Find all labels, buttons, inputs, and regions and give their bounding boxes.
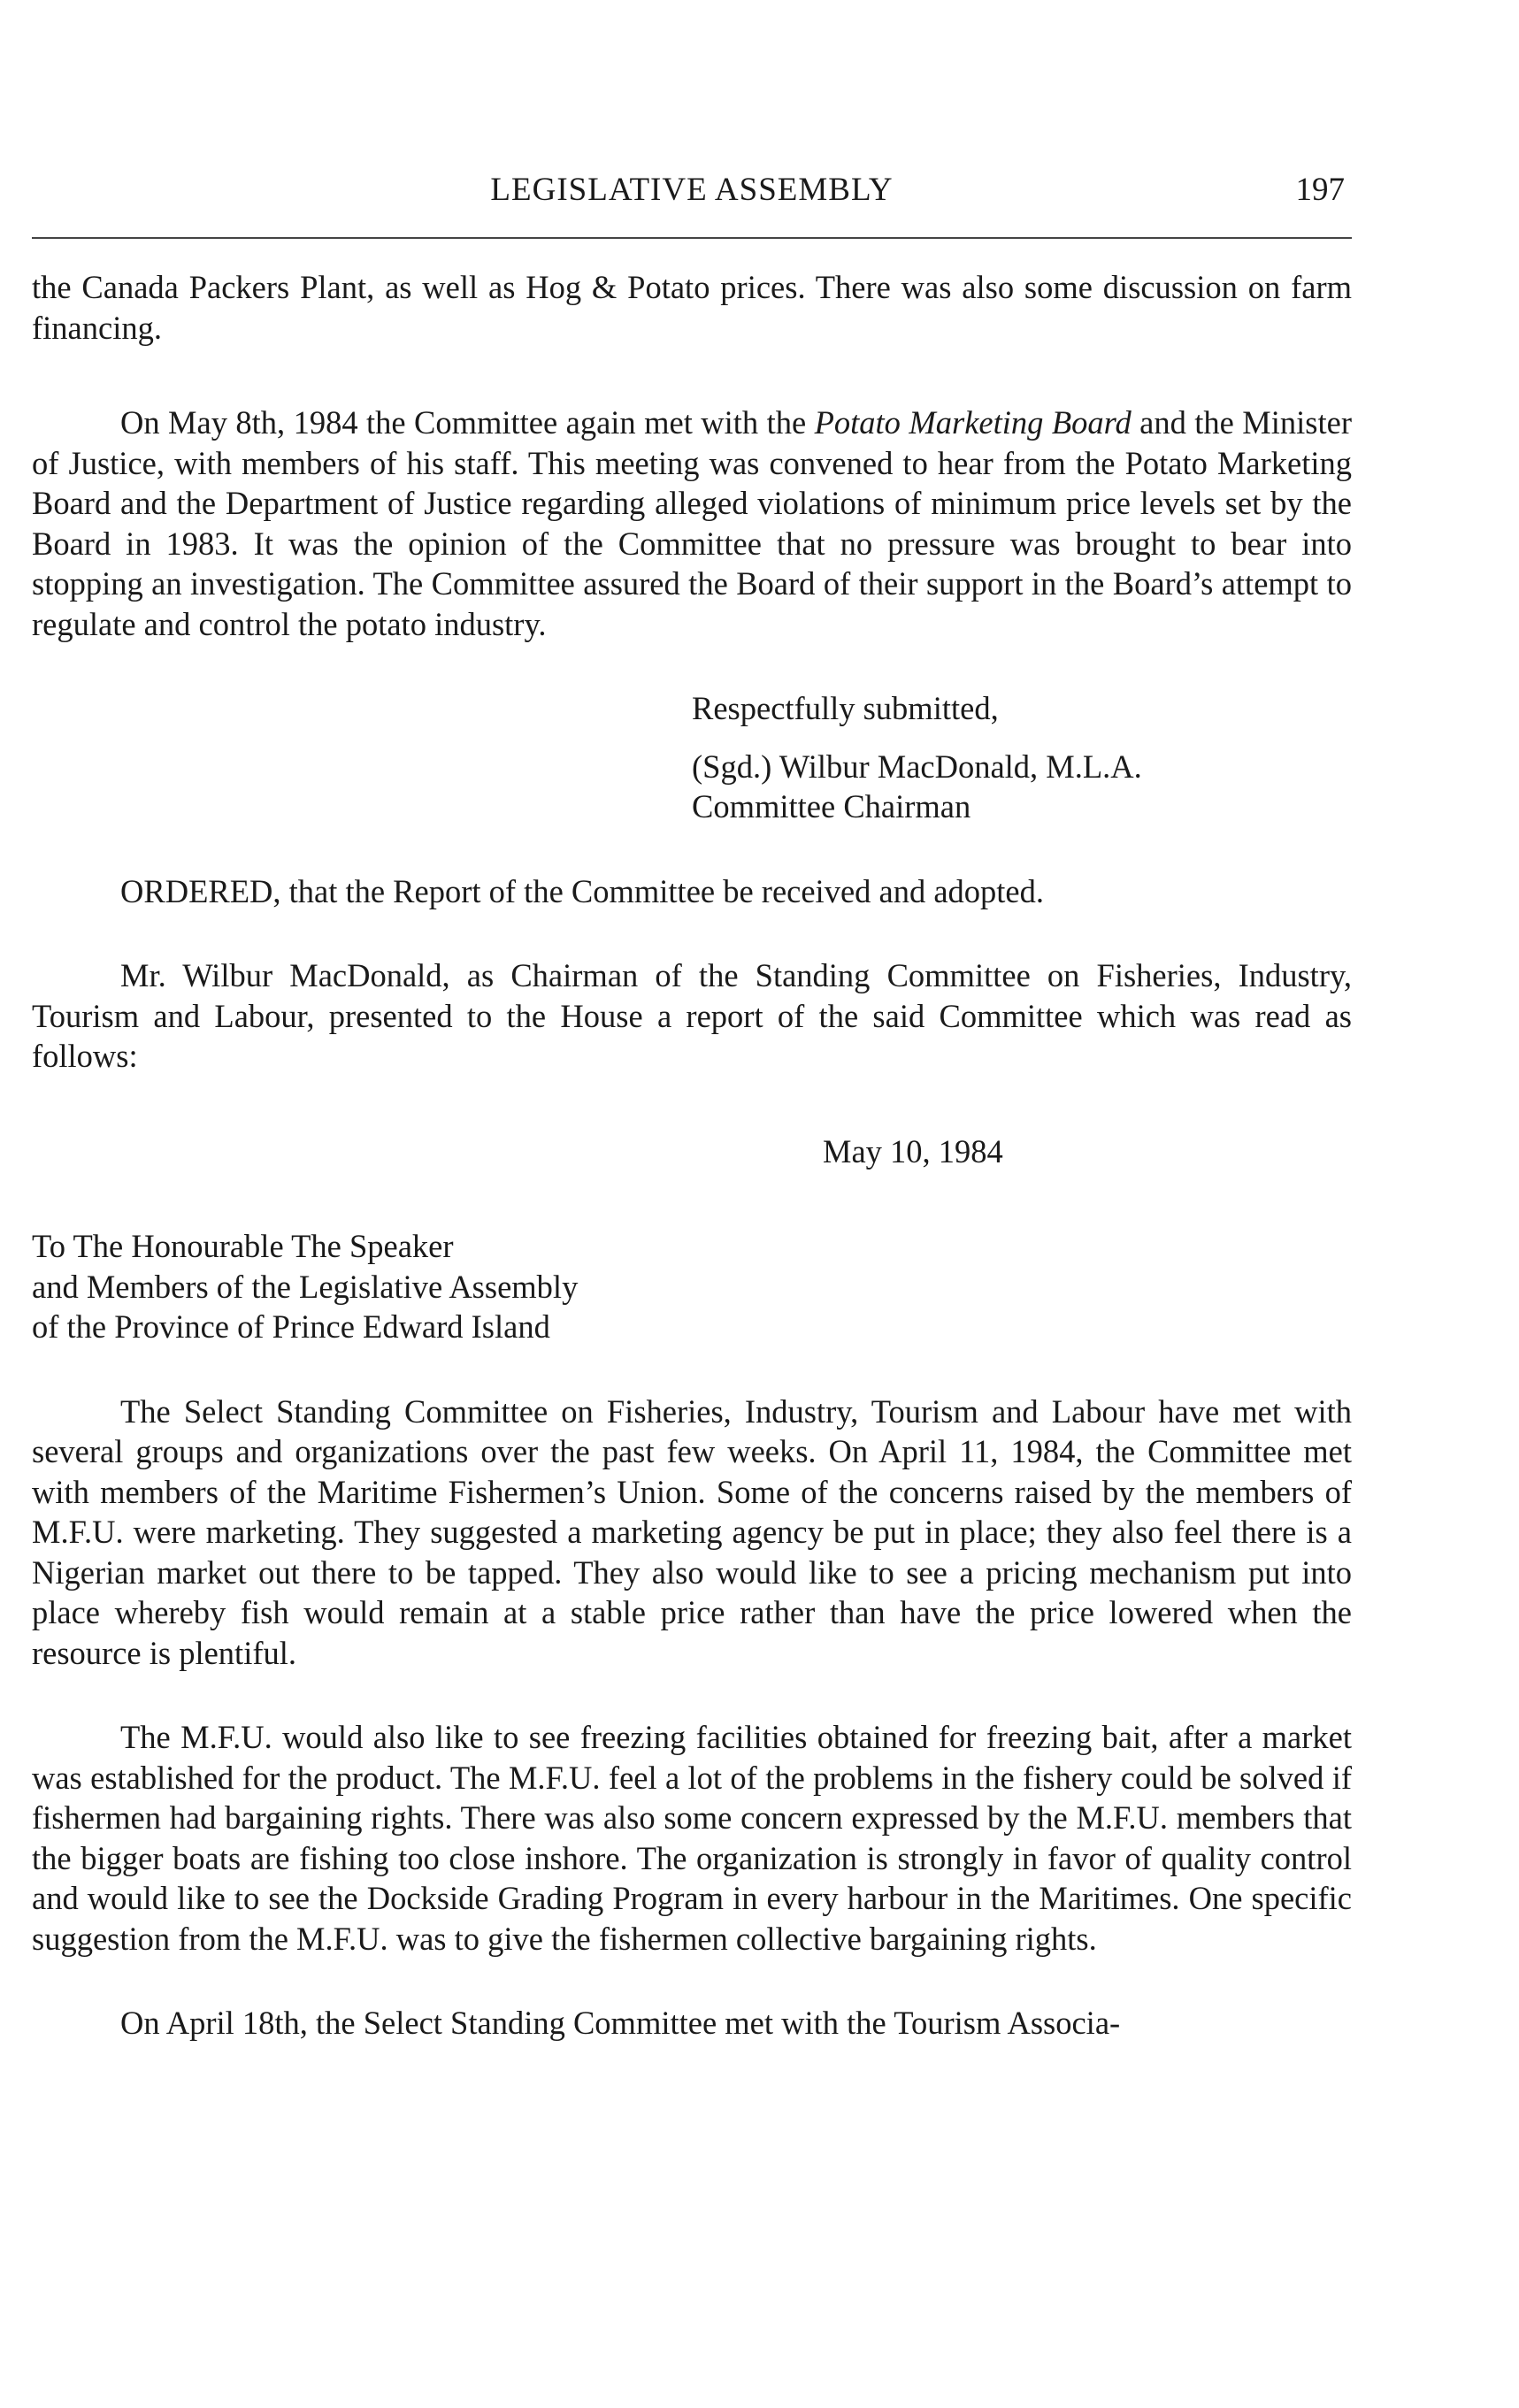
paragraph-continuation: the Canada Packers Plant, as well as Hog & Potato prices. There was also some discussion on farm financing. — [32, 269, 1352, 346]
running-title: LEGISLATIVE ASSEMBLY — [490, 172, 894, 208]
address-line-3: of the Province of Prince Edward Island — [32, 1308, 550, 1345]
address-line-2: and Members of the Legislative Assembly — [32, 1268, 579, 1305]
paragraph-mfu-concerns: The M.F.U. would also like to see freezing facilities obtained for freezing bait, after a market was established for the product. The M.F.U. feel a lot of the problems in the fishery could be solved if fishermen had bargaining rights. There was also some concern expressed by the M.F.U. members that the bigger boats are fishing too close inshore. The organization is strongly in favor of quality control and would like to see the Dockside Grading Program in every harbour in the Maritimes. One specific suggestion from the M.F.U. was to give the fishermen collective bargaining rights. — [32, 1719, 1352, 1957]
document-page — [32, 0, 1352, 2408]
signature-block — [692, 688, 1352, 827]
page-number: 197 — [1295, 172, 1345, 208]
body-text — [32, 267, 1352, 2044]
paragraph-presentation: Mr. Wilbur MacDonald, as Chairman of the Standing Committee on Fisheries, Industry, Tourism and Labour, presented to the House a report of the said Committee which was read as follows: — [32, 957, 1352, 1074]
paragraph-text-before: On May 8th, 1984 the Committee again met with the — [120, 404, 815, 441]
paragraph-text-after: and the Minister of Justice, with members of his staff. This meeting was convened to hear from the Potato Marketing Board and the Department of Justice regarding alleged violations of minimum price levels set by the Board in 1983. It was the opinion of the Committee that no pressure was brought to bear into stopping an investigation. The Committee assured the Board of their support in the Board’s attempt to regulate and control the potato industry. — [32, 404, 1352, 642]
report-date: May 10, 1984 — [823, 1132, 1003, 1169]
potato-marketing-board-italic: Potato Marketing Board — [814, 404, 1132, 441]
running-head — [32, 168, 1352, 212]
signature-role: Committee Chairman — [692, 788, 971, 824]
signature-name: (Sgd.) Wilbur MacDonald, M.L.A. — [692, 748, 1142, 785]
paragraph-tourism-meeting: On April 18th, the Select Standing Committee met with the Tourism Associa- — [120, 2005, 1121, 2041]
paragraph-mfu-meeting: The Select Standing Committee on Fisheries, Industry, Tourism and Labour have met with several groups and organizations over the past few weeks. On April 11, 1984, the Committee met with members of the Maritime Fishermen’s Union. Some of the concerns raised by the members of M.F.U. were marketing. They suggested a marketing agency be put in place; they also feel there is a Nigerian market out there to be tapped. They also would like to see a pricing mechanism put into place whereby fish would remain at a stable price rather than have the price lowered when the resource is plentiful. — [32, 1392, 1352, 1671]
address-block — [32, 1226, 1352, 1347]
paragraph-may-8-meeting — [32, 403, 1352, 644]
signature-closing: Respectfully submitted, — [692, 690, 999, 726]
paragraph-ordered: ORDERED, that the Report of the Committee be received and adopted. — [120, 872, 1045, 909]
header-rule — [32, 237, 1352, 239]
address-line-1: To The Honourable The Speaker — [32, 1228, 454, 1264]
